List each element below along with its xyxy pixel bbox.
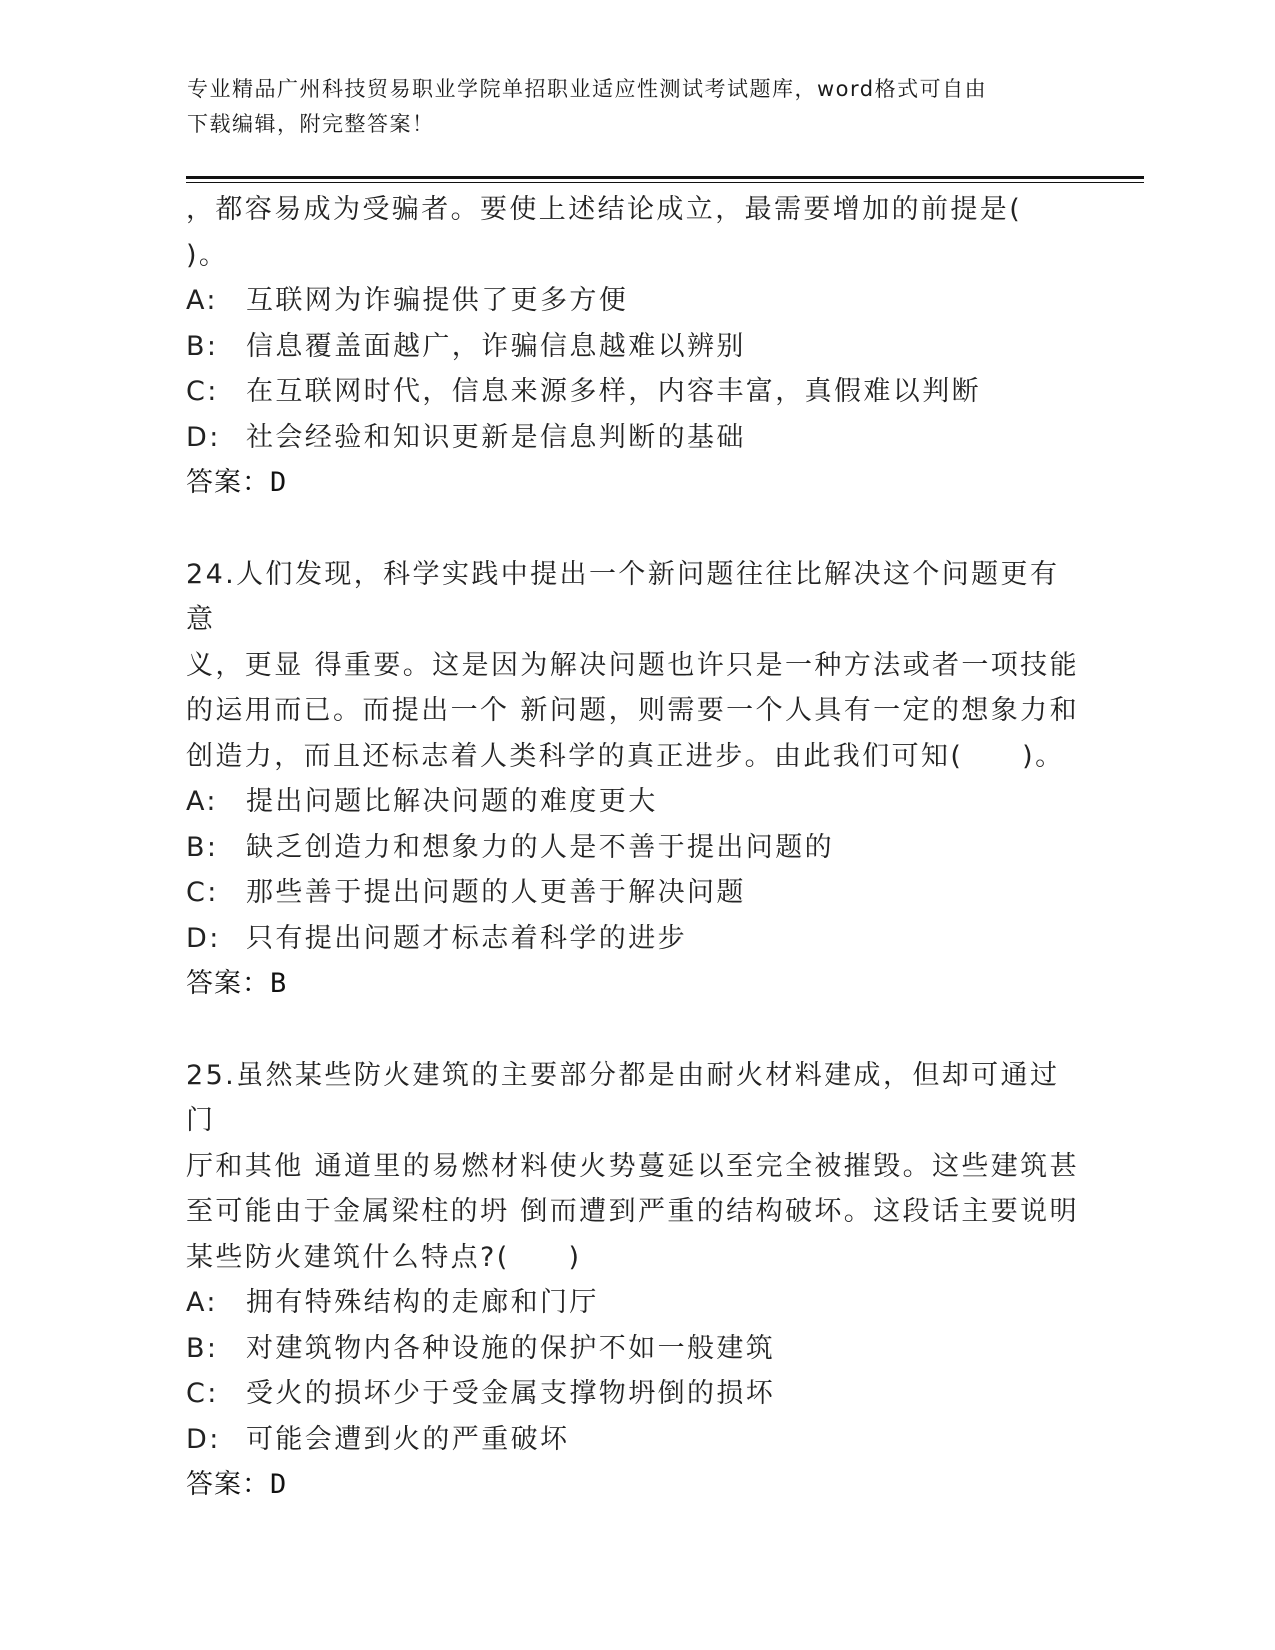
option-text: 对建筑物内各种设施的保护不如一般建筑	[246, 1332, 776, 1364]
option-letter: A:	[186, 1287, 218, 1318]
option-letter: B:	[186, 831, 219, 863]
answer-value: D	[270, 1469, 288, 1500]
option-letter: D:	[186, 922, 221, 954]
option-letter: B:	[186, 330, 219, 362]
option-text: 受火的损坏少于受金属支撑物坍倒的损坏	[246, 1378, 776, 1409]
option-text: 在互联网时代，信息来源多样，内容丰富，真假难以判断	[246, 376, 981, 407]
answer-label: 答案：	[186, 1469, 270, 1500]
option-d	[186, 1417, 1086, 1463]
option-text: 信息覆盖面越广，诈骗信息越难以辨别	[246, 330, 746, 362]
option-a	[186, 278, 1086, 324]
question-stem-line: )。	[186, 239, 229, 271]
answer-line	[186, 460, 1086, 506]
option-d	[186, 916, 1086, 962]
option-text: 那些善于提出问题的人更善于解决问题	[246, 877, 746, 908]
header-line-1: 专业精品广州科技贸易职业学院单招职业适应性测试考试题库，word格式可自由	[187, 77, 988, 101]
option-letter: A:	[186, 285, 218, 316]
option-d	[186, 415, 1086, 461]
option-letter: C:	[186, 1378, 219, 1409]
option-c	[186, 369, 1086, 415]
option-text: 可能会遭到火的严重破坏	[246, 1423, 570, 1455]
option-text: 社会经验和知识更新是信息判断的基础	[246, 421, 746, 453]
page-header	[187, 72, 1067, 142]
option-text: 提出问题比解决问题的难度更大	[246, 786, 658, 817]
document-body	[186, 187, 1086, 1508]
answer-value: B	[270, 968, 288, 999]
option-letter: D:	[186, 1423, 221, 1455]
answer-value: D	[270, 467, 288, 498]
option-letter: B:	[186, 1332, 219, 1364]
question-stem-line: 创造力，而且还标志着人类科学的真正进步。由此我们可知( )。	[186, 740, 1065, 772]
option-letter: C:	[186, 877, 219, 908]
option-letter: D:	[186, 421, 221, 453]
question-stem-line: ，都容易成为受骗者。要使上述结论成立，最需要增加的前提是(	[186, 194, 1023, 225]
option-a	[186, 1280, 1086, 1326]
header-rule-thick	[186, 176, 1144, 179]
question-stem-line: 24.人们发现，科学实践中提出一个新问题往往比解决这个问题更有意	[186, 558, 1060, 635]
option-c	[186, 1371, 1086, 1417]
option-letter: A:	[186, 786, 218, 817]
option-text: 缺乏创造力和想象力的人是不善于提出问题的	[246, 831, 834, 863]
option-a	[186, 779, 1086, 825]
question-stem-line: 某些防火建筑什么特点?( )	[186, 1241, 582, 1273]
question-stem-line: 厅和其他 通道里的易燃材料使火势蔓延以至完全被摧毁。这些建筑甚	[186, 1150, 1079, 1182]
question-stem-line: 至可能由于金属梁柱的坍 倒而遭到严重的结构破坏。这段话主要说明	[186, 1196, 1079, 1227]
header-rule-thin	[186, 182, 1144, 183]
question-24	[186, 552, 1086, 1007]
answer-label: 答案：	[186, 467, 270, 498]
option-b	[186, 1326, 1086, 1372]
question-stem-line: 的运用而已。而提出一个 新问题，则需要一个人具有一定的想象力和	[186, 695, 1079, 726]
option-text: 拥有特殊结构的走廊和门厅	[246, 1287, 599, 1318]
option-text: 互联网为诈骗提供了更多方便	[246, 285, 629, 316]
option-c	[186, 870, 1086, 916]
question-stem-line: 25.虽然某些防火建筑的主要部分都是由耐火材料建成，但却可通过门	[186, 1059, 1060, 1136]
option-letter: C:	[186, 376, 219, 407]
question-25	[186, 1053, 1086, 1508]
option-text: 只有提出问题才标志着科学的进步	[246, 922, 687, 954]
option-b	[186, 324, 1086, 370]
question-stem-line: 义，更显 得重要。这是因为解决问题也许只是一种方法或者一项技能	[186, 649, 1079, 681]
header-line-2: 下载编辑，附完整答案！	[187, 112, 435, 136]
answer-line	[186, 1462, 1086, 1508]
question-23	[186, 187, 1086, 506]
option-b	[186, 825, 1086, 871]
answer-line	[186, 961, 1086, 1007]
answer-label: 答案：	[186, 968, 270, 999]
